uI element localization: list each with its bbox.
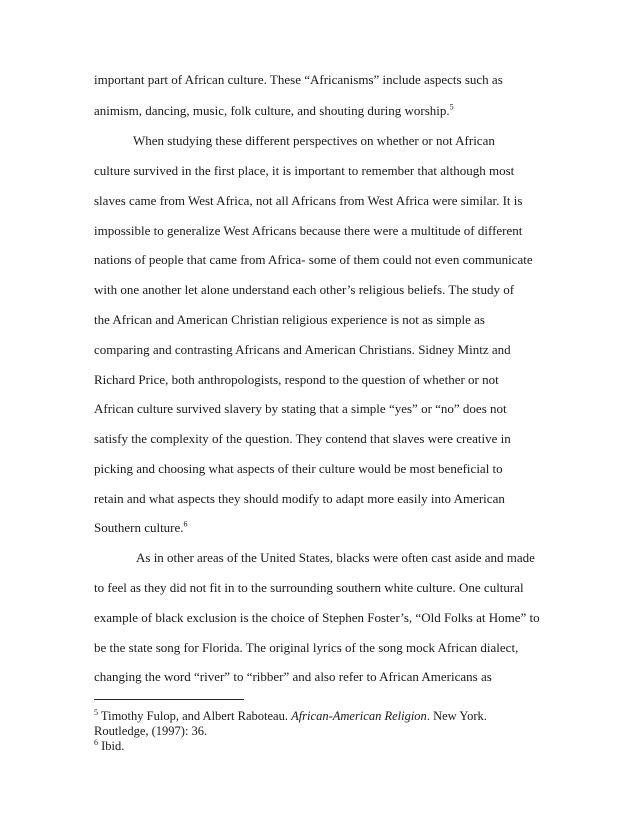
body-line-9: the African and American Christian religious experience is not as simple as <box>94 312 485 327</box>
body-line-6: impossible to generalize West Africans because there were a multitude of different <box>94 223 523 238</box>
body-line-15: retain and what aspects they should modify to adapt more easily into American <box>94 491 505 506</box>
footnote-ref-5: 5 <box>449 102 454 112</box>
footnote-separator <box>94 699 244 700</box>
body-line-20: be the state song for Florida. The original lyrics of the song mock African dialect, <box>94 640 519 655</box>
footnote-5-number: 5 <box>94 707 98 717</box>
body-line-19: example of black exclusion is the choice of Stephen Foster’s, “Old Folks at Home” to <box>94 610 540 625</box>
footnote-6 <box>94 739 124 754</box>
body-line-2: animism, dancing, music, folk culture, and shouting during worship.$^5$ <box>94 102 454 118</box>
footnote-5 <box>94 709 487 724</box>
body-line-3: When studying these different perspectives on whether or not African <box>133 133 495 148</box>
footnote-6-text: Ibid. <box>101 739 125 753</box>
footnote-ref-6: 6 <box>183 519 188 529</box>
body-line-14: picking and choosing what aspects of their culture would be most beneficial to <box>94 461 503 476</box>
body-line-4: culture survived in the first place, it is important to remember that although most <box>94 163 515 178</box>
body-line-10: comparing and contrasting Africans and American Christians. Sidney Mintz and <box>94 342 511 357</box>
body-line-11: Richard Price, both anthropologists, respond to the question of whether or not <box>94 372 499 387</box>
footnote-5-publisher-place: . New York. <box>426 709 487 723</box>
body-line-5: slaves came from West Africa, not all Africans from West Africa were similar. It is <box>94 193 523 208</box>
footnote-5-title: African-American Religion <box>291 709 427 723</box>
body-line-16: Southern culture.$^6$ <box>94 519 188 535</box>
body-line-12: African culture survived slavery by stating that a simple “yes” or “no” does not <box>94 401 507 416</box>
body-line-13: satisfy the complexity of the question. They contend that slaves were creative in <box>94 431 511 446</box>
body-line-1: important part of African culture. These “Africanisms” include aspects such as <box>94 72 503 87</box>
footnote-6-number: 6 <box>94 737 98 747</box>
body-line-17: As in other areas of the United States, blacks were often cast aside and made <box>136 550 535 565</box>
footnote-5-continued: Routledge, (1997): 36. <box>94 724 208 738</box>
body-line-7: nations of people that came from Africa- some of them could not even communicate <box>94 252 533 267</box>
body-line-18: to feel as they did not fit in to the surrounding southern white culture. One cultural <box>94 580 524 595</box>
footnote-5-authors: Timothy Fulop, and Albert Raboteau. <box>100 709 292 723</box>
body-line-21: changing the word “river” to “ribber” and also refer to African Americans as <box>94 669 492 684</box>
body-line-8: with one another let alone understand each other’s religious beliefs. The study of <box>94 282 515 297</box>
